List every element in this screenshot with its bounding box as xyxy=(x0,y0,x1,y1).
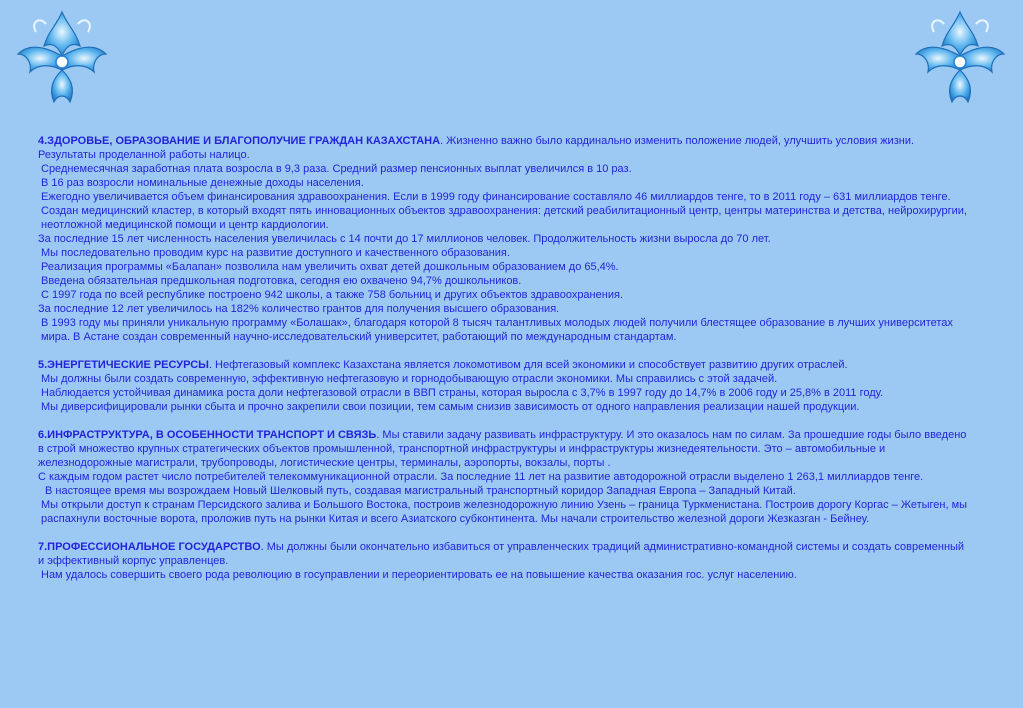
section-lead: . Жизненно важно было кардинально изменить положение людей, улучшить условия жизни. Результаты проделанной работы налицо. xyxy=(38,135,915,161)
section-heading: 4.ЗДОРОВЬЕ, ОБРАЗОВАНИЕ И БЛАГОПОЛУЧИЕ ГРАЖДАН КАЗАХСТАНА xyxy=(38,135,441,147)
paragraph: В 16 раз возросли номинальные денежные доходы населения. xyxy=(41,177,364,189)
paragraph: В настоящее время мы возрождаем Новый Шелковый путь, создавая магистральный транспортный коридор Западная Европа – Западный Китай. xyxy=(45,485,796,497)
paragraph: Введена обязательная предшкольная подготовка, сегодня ею охвачено 94,7% дошкольников. xyxy=(41,275,522,287)
paragraph: Мы должны были создать современную, эффективную нефтегазовую и горнодобывающую отрасли экономики. Мы справились с этой задачей. xyxy=(41,373,778,385)
paragraph: За последние 12 лет увеличилось на 182% количество грантов для получения высшего образования. xyxy=(38,303,560,315)
paragraph: Среднемесячная заработная плата возросла в 9,3 раза. Средний размер пенсионных выплат увеличился в 10 раз. xyxy=(41,163,632,175)
section-energy xyxy=(38,358,972,414)
paragraph: Ежегодно увеличивается объем финансирования здравоохранения. Если в 1999 году финансирование составляло 46 миллиардов тенге, то в 2011 году – 631 миллиардов тенге. xyxy=(41,191,951,203)
section-heading: 7.ПРОФЕССИОНАЛЬНОЕ ГОСУДАРСТВО xyxy=(38,541,261,553)
fleur-ornament-icon xyxy=(6,2,118,114)
section-heading: 5.ЭНЕРГЕТИЧЕСКИЕ РЕСУРСЫ xyxy=(38,359,209,371)
section-health-education xyxy=(38,134,972,344)
section-professional-state xyxy=(38,540,972,582)
paragraph: Мы диверсифицировали рынки сбыта и прочно закрепили свои позиции, тем самым снизив зависимость от одного направления реализации нашей продукции. xyxy=(41,401,860,413)
paragraph: Создан медицинский кластер, в который входят пять инновационных объектов здравоохранения: детский реабилитационный центр, центры материнства и детства, нейрохирургии, неотложной медицинской помощи и центр кардиологии. xyxy=(41,205,967,231)
section-heading: 6.ИНФРАСТРУКТУРА, В ОСОБЕННОСТИ ТРАНСПОРТ И СВЯЗЬ xyxy=(38,429,377,441)
paragraph: В 1993 году мы приняли уникальную программу «Болашак», благодаря которой 8 тысяч талантливых молодых людей получили блестящее образование в лучших университетах мира. В Астане создан современный научно-исследовательский университет, работающий по международным стандартам. xyxy=(41,317,953,343)
paragraph: Мы открыли доступ к странам Персидского залива и Большого Востока, построив железнодорожную линию Узень – граница Туркменистана. Построив дорогу Коргас – Жетыген, мы распахнули восточные ворота, проложив путь на рынки Китая и всего Азиатского субконтинента. Мы начали строительство железной дороги Жезказган - Бейнеу. xyxy=(41,499,968,525)
paragraph: За последние 15 лет численность населения увеличилась с 14 почти до 17 миллионов человек. Продолжительность жизни выросла до 70 лет. xyxy=(38,233,771,245)
section-lead: . Мы должны были окончательно избавиться от управленческих традиций административно-командной системы и создать современный и эффективный корпус управленцев. xyxy=(38,541,965,567)
paragraph: С каждым годом растет число потребителей телекоммуникационной отрасли. За последние 11 лет на развитие автодорожной отрасли выделено 1 263,1 миллиардов тенге. xyxy=(38,471,924,483)
section-lead: . Нефтегазовый комплекс Казахстана является локомотивом для всей экономики и способствует развитию других отраслей. xyxy=(208,359,848,371)
paragraph: Наблюдается устойчивая динамика роста доли нефтегазовой отрасли в ВВП страны, которая выросла с 3,7% в 1997 году до 14,7% в 2006 году и 25,8% в 2011 году. xyxy=(41,387,884,399)
section-infrastructure xyxy=(38,428,972,526)
section-intro xyxy=(38,540,972,568)
paragraph: Мы последовательно проводим курс на развитие доступного и качественного образования. xyxy=(41,247,510,259)
section-lead: . Мы ставили задачу развивать инфраструктуру. И это оказалось нам по силам. За прошедшие годы было введено в строй множество крупных стратегических объектов промышленной, транспортной инфраструктуры и инфраструктуры жизнедеятельности. Это – автомобильные и железнодорожные магистрали, трубопроводы, логистические центры, терминалы, аэропорты, вокзалы, порты . xyxy=(38,429,967,469)
fleur-ornament-icon xyxy=(904,2,1016,114)
text-content xyxy=(38,134,972,596)
paragraph: Нам удалось совершить своего рода революцию в госуправлении и переориентировать ее на повышение качества оказания гос. услуг населению. xyxy=(41,569,797,581)
paragraph: С 1997 года по всей республике построено 942 школы, а также 758 больниц и других объектов здравоохранения. xyxy=(41,289,623,301)
paragraph: Реализация программы «Балапан» позволила нам увеличить охват детей дошкольным образованием до 65,4%. xyxy=(41,261,619,273)
section-intro xyxy=(38,134,972,162)
section-intro xyxy=(38,428,972,470)
section-intro xyxy=(38,358,972,372)
